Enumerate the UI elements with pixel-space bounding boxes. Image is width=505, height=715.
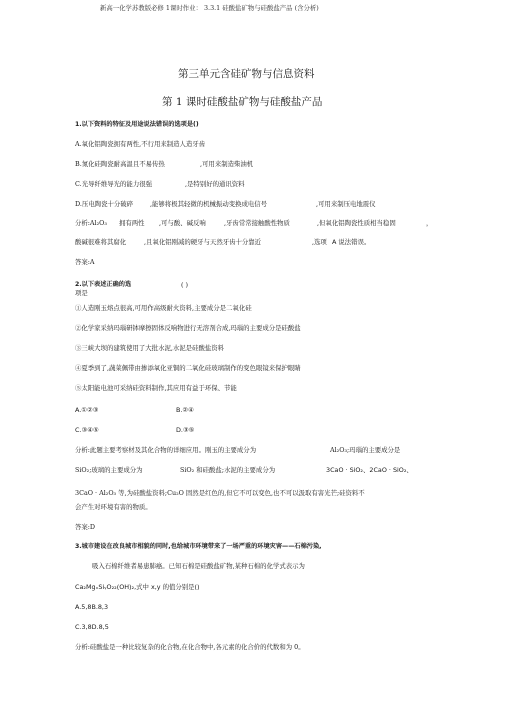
q2-option-b: B.②④ <box>176 406 194 414</box>
q1-option-b-part2: ,可用来制造柴油机 <box>200 160 254 168</box>
q2-analysis-2c: 3CaO · SiO₂、2CaO · SiO₂、 <box>326 466 413 474</box>
q1-option-d-part1: D.压电陶瓷十分破碎 <box>75 200 134 208</box>
q2-stem-part3: 项是 <box>75 289 88 297</box>
q3-analysis: 分析:硅酸盐是一种比较复杂的化合物,在化合物中,各元素的化合价的代数和为 0。 <box>75 643 305 651</box>
q1-analysis-2: 拥有两性 <box>119 219 145 227</box>
q2-option-d: D.③⑤ <box>176 426 195 434</box>
q2-option-a: A.①②③ <box>75 406 99 414</box>
q1-option-d-part2: ,能够将极其轻微的机械振动变换成电信号 <box>150 200 268 208</box>
q1-option-c-part2: ,是特别好的通讯资料 <box>185 180 245 188</box>
q1-analysis-10: A 说法错误。 <box>332 238 371 246</box>
q1-option-d-part3: ,可用来制压电地震仪 <box>316 200 376 208</box>
q3-options-ab: A.5,8B.8,3 <box>75 603 109 611</box>
page-header: 新高一化学苏教版必修 1课时作业： 3.3.1 硅酸盐矿物与硅酸盐产品 (含分析) <box>100 4 319 12</box>
q1-option-b-part1: B.氮化硅陶瓷耐高温且不易传热 <box>75 160 165 168</box>
q1-analysis-7: 酸碱很难将其腐化 <box>75 238 127 246</box>
q2-analysis-1b: Al₂O₃;玛瑙的主要成分是 <box>330 446 401 454</box>
q2-option-c: C.③④⑤ <box>75 426 99 434</box>
q3-stem-2: 吸入石棉纤维者易患肺癌。已知石棉是硅酸盐矿物,某种石棉的化学式表示为 <box>92 562 305 570</box>
q2-analysis-4: 会产生对环境有害的物质。 <box>75 503 152 511</box>
q3-options-cd: C.3,8D.8,5 <box>75 623 109 631</box>
q2-stem-part2: ( ) <box>181 281 189 289</box>
q2-answer: 答案:D <box>75 523 96 531</box>
q1-analysis-4: ,牙齿常常接触酸性物质 <box>224 219 290 227</box>
q1-analysis-5: ,但氧化铝陶瓷性质相当稳固 <box>317 219 396 227</box>
q1-analysis-3: ,可与酸、碱反响 <box>159 219 206 227</box>
q2-statement-1: ①人造刚玉熔点很高,可用作高级耐火资料,主要成分是二氧化硅 <box>75 304 252 312</box>
q2-analysis-1a: 分析:此题主要考察材及其化合物的详细应用。刚玉的主要成分为 <box>75 446 257 454</box>
q2-stem-part1: 2.以下表述正确的选 <box>75 281 132 288</box>
q1-option-a: A.氧化铝陶瓷拥有两性,不行用来制造人造牙齿 <box>75 140 206 148</box>
q1-analysis-9: ,选项 <box>312 238 327 246</box>
q1-option-c-part1: C.光导纤维导光的能力很强 <box>75 180 152 188</box>
q2-analysis-2a: SiO₂;玻璃的主要成分为 <box>75 466 143 474</box>
q2-statement-5: ⑤太阳能电池可采纳硅资料制作,其应用有益于环保、节能 <box>75 384 237 392</box>
q1-analysis-1: 分析:Al₂O₃ <box>75 219 107 227</box>
q1-answer: 答案:A <box>75 258 95 266</box>
q2-analysis-3: 3CaO · Al₂O₃ 等,为硅酸盐资料;Cu₂O 固然是红色的,但它不可以变色,也不可以汲取有害光芒;硅资料不 <box>75 489 365 497</box>
q2-statement-2: ②化学家采纳玛瑙研钵摩擦固体反响物进行无溶剂合成,玛瑙的主要成分是硅酸盐 <box>75 324 301 332</box>
q1-analysis-8: ,且氧化铝刚减的硬牙与天然牙齿十分靠近 <box>144 238 262 246</box>
q1-stem: 1.以下资料的特征及用途说法错误的选项是() <box>75 121 199 128</box>
q3-stem-1: 3.城市建设在改良城市相貌的同时,也给城市环境带来了一场严重的环境灾害——石棉污染, <box>75 543 322 550</box>
q3-formula: Ca₂MgₓSiᵧO₂₂(OH)₂,式中 x,y 的值分别是() <box>75 583 200 591</box>
q2-analysis-2b: SiO₂ 和硅酸盐;水泥的主要成分为 <box>180 466 276 474</box>
q1-analysis-6: ， <box>426 219 433 227</box>
page-subtitle: 第 1 课时硅酸盐矿物与硅酸盐产品 <box>162 96 323 108</box>
q2-statement-3: ③三峡大坝的建筑使用了大批水泥,水泥是硅酸盐资料 <box>75 344 225 352</box>
page-title: 第三单元含硅矿物与信息资料 <box>178 68 315 80</box>
q2-statement-4: ④夏季到了,蔬菜佩带由掺添氧化亚铜的二氧化硅玻璃制作的变色眼镜来保护眼睛 <box>75 364 301 372</box>
